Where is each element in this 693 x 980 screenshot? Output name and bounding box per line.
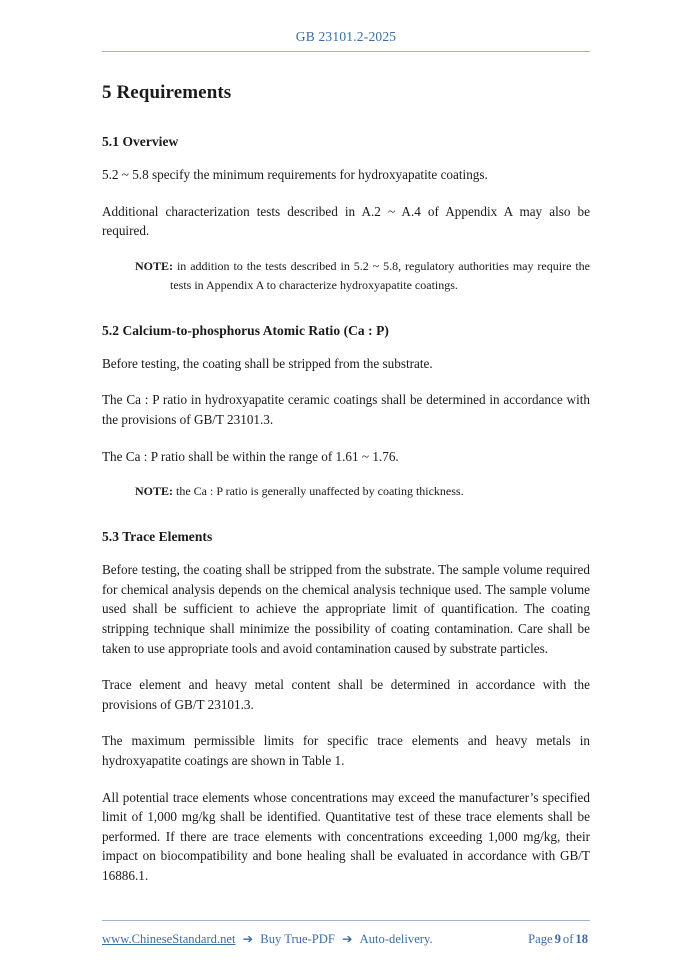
- note-label-5-2: NOTE:: [135, 484, 174, 499]
- subsection-heading-5-2: 5.2 Calcium-to-phosphorus Atomic Ratio (Ca : P): [102, 322, 389, 338]
- subsection-heading-5-1: 5.1 Overview: [102, 134, 179, 149]
- site-url-link[interactable]: www.ChineseStandard.net: [102, 932, 236, 946]
- paragraph-5-2-1: Before testing, the coating shall be stripped from the substrate.: [102, 355, 433, 371]
- paragraph-5-3-3: The maximum permissible limits for specific trace elements and heavy metals in hydroxyapatite coatings are shown in Table 1.: [102, 733, 590, 768]
- promo-text-auto-delivery: Auto-delivery.: [359, 932, 433, 946]
- header-standard-number: GB 23101.2-2025: [295, 29, 397, 44]
- paragraph-5-3-2: Trace element and heavy metal content shall be determined in accordance with the provisions of GB/T 23101.3.: [102, 677, 590, 712]
- note-label-5-1: NOTE:: [135, 258, 174, 273]
- paragraph-5-1-2: Additional characterization tests described in A.2 ~ A.4 of Appendix A may also be required.: [102, 203, 590, 239]
- total-page-count: 18: [575, 932, 588, 946]
- paragraph-5-3-4: All potential trace elements whose concentrations may exceed the manufacturer’s specified limit of 1,000 mg/kg shall be identified. Quantitative test of these trace elements shall be performed. If there are trace elements with concentrations exceeding 1,000 mg/kg, their impact on biocompatibility and bone healing shall be evaluated in accordance with GB/T 16886.1.: [102, 789, 590, 883]
- subsection-heading-5-3: 5.3 Trace Elements: [102, 529, 213, 545]
- page-header: [102, 28, 590, 52]
- note-5-2: [102, 482, 590, 501]
- page-label: Page: [528, 932, 553, 946]
- document-body: [102, 80, 590, 885]
- promo-text-buy-true-pdf: Buy True-PDF: [260, 932, 335, 946]
- page-indicator: [528, 931, 590, 948]
- paragraph-5-3-1: Before testing, the coating shall be stripped from the substrate. The sample volume required for chemical analysis depends on the chemical analysis technique used. The sample volume used shall be sufficient to achieve the appropriate limit of quantification. The coating stripping technique shall minimize the possibility of coating contamination. Care shall be taken to use appropriate tools and avoid contamination caused by substrate particles.: [102, 562, 590, 656]
- paragraph-5-2-3: The Ca : P ratio shall be within the range of 1.61 ~ 1.76.: [102, 448, 399, 464]
- paragraph-5-2-2: The Ca : P ratio in hydroxyapatite ceramic coatings shall be determined in accordance with the provisions of GB/T 23101.3.: [102, 392, 590, 427]
- note-text-5-2: the Ca : P ratio is generally unaffected by coating thickness.: [173, 484, 464, 499]
- right-arrow-icon-2: ➔: [342, 931, 353, 946]
- page-footer: [102, 920, 590, 948]
- footer-row: [102, 930, 590, 948]
- paragraph-5-1-1: 5.2 ~ 5.8 specify the minimum requirements for hydroxyapatite coatings.: [102, 167, 488, 182]
- section-heading-5: 5 Requirements: [102, 82, 232, 103]
- of-label: of: [562, 932, 574, 946]
- current-page-number: 9: [554, 932, 561, 946]
- footer-promo: [102, 930, 433, 948]
- footer-divider: [102, 920, 590, 921]
- right-arrow-icon-1: ➔: [242, 931, 254, 946]
- note-5-1: [102, 257, 590, 295]
- note-text-5-1: in addition to the tests described in 5.2 ~ 5.8, regulatory authorities may require the tests in Appendix A to characterize hydroxyapatite coatings.: [170, 258, 590, 292]
- header-divider: [102, 51, 590, 52]
